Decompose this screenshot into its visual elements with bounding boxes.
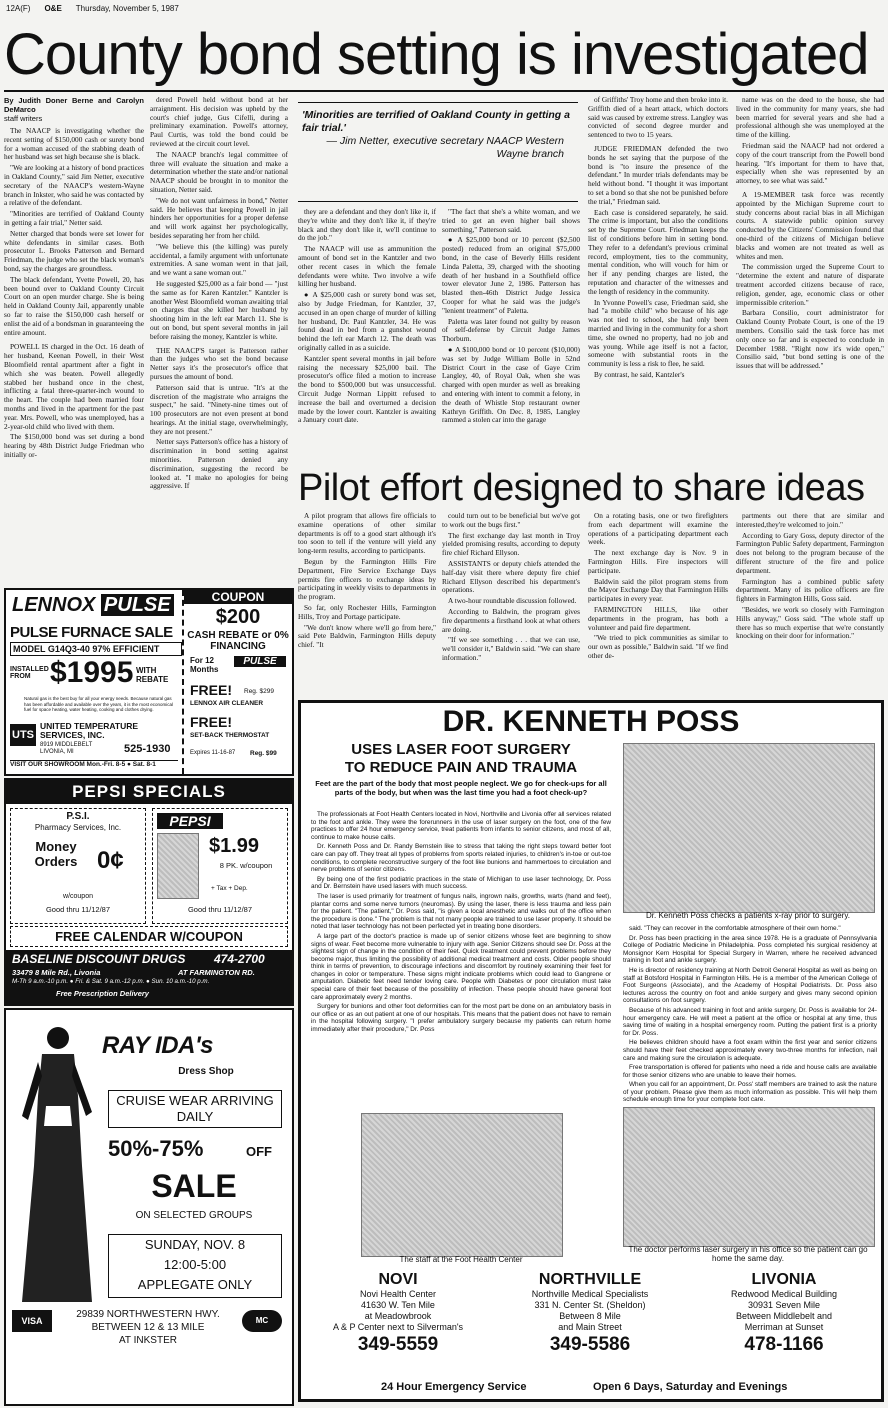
good-thru-2: Good thru 11/12/87 <box>187 905 253 914</box>
store-address: 33479 8 Mile Rd., Livonia <box>12 968 101 977</box>
paragraph: Friedman said the NAACP had not ordered a copy of the court transcript from the Powell bond hearing. "It's important for them to have that, especially when she was represented by an attorney, to see what was said." <box>736 140 884 186</box>
paragraph: THE NAACP'S target is Patterson rather than the judges who set the bond because Netter says it's the prosecutor's office that pursues the amount of bond. <box>150 345 288 381</box>
psi-sub: Pharmacy Services, Inc. <box>34 823 122 832</box>
model-label: MODEL G14Q3-40 97% EFFICIENT <box>10 642 182 656</box>
pepsi-pack: 8 PK. w/coupon <box>219 861 273 870</box>
furnace-price: $1995 <box>50 656 134 689</box>
fashion-illustration <box>12 1016 100 1306</box>
location-city: LIVONIA <box>751 1271 817 1288</box>
location-addr: 331 N. Center St. (Sheldon) <box>534 1300 646 1310</box>
discount: 50%-75% <box>108 1136 204 1161</box>
location-name: Redwood Medical Building <box>730 1289 838 1299</box>
paragraph: "If we see something . . . that we can use, we'll consider it," Baldwin said. "We can share information." <box>442 635 580 662</box>
poss-headline-3: TO REDUCE PAIN AND TRAUMA <box>344 759 578 776</box>
address-line: 29839 NORTHWESTERN HWY. <box>76 1309 220 1320</box>
pepsi-title: PEPSI SPECIALS <box>6 780 292 804</box>
pulse-logo-small: PULSE <box>234 656 286 667</box>
lennox-coupon <box>184 590 292 774</box>
free-delivery: Free Prescription Delivery <box>56 989 149 998</box>
pulse-logo: PULSE <box>101 594 174 616</box>
installed-label: INSTALLED FROM <box>10 666 49 680</box>
sale-text: SALE <box>151 1168 237 1204</box>
poss-intro: Feet are the part of the body that most people neglect. We go for check-ups for all parts of the body, but when was the last time you had a foot check-up? <box>315 779 607 797</box>
paragraph: The NAACP will use as ammunition the amount of bond set in the Kantzler and two other recent cases in which the female defendants were white. Two involve a wife killing her husband. <box>298 244 436 289</box>
pepsi-logo: PEPSI <box>157 813 223 829</box>
free-reg-2: Reg. $99 <box>250 750 277 757</box>
byline <box>4 96 144 123</box>
paragraph: By being one of the first podiatric practices in the state of Michigan to use laser technology, Dr. Poss and Dr. Bernstein have used lasers with much success. <box>311 875 611 891</box>
store-hours: M-Th 9 a.m.-10 p.m. ● Fri. & Sat. 9 a.m.-12 p.m. ● Sun. 10 a.m.-10 p.m. <box>12 978 210 985</box>
paragraph: Baldwin said the pilot program stems from the Mayor Exchange Day that Farmington Hills participates in every year. <box>588 576 728 604</box>
paragraph: Begun by the Farmington Hills Fire Department, Fire Service Exchange Days permits fire officers to exchange ideas by participating in weekly visits to departments in the program. <box>298 556 436 602</box>
psi-label: P.S.I. <box>66 811 90 822</box>
pull-quote-text: 'Minorities are terrified of Oakland County in getting a fair trial.' <box>302 109 570 134</box>
paragraph: partments out there that are similar and interested,they're welcomed to join." <box>736 512 884 529</box>
article-column-4 <box>442 208 580 464</box>
rebate-label: WITH REBATE <box>136 666 169 684</box>
paragraph: could turn out to be beneficial but we've got to work out the bugs first." <box>442 512 580 529</box>
location-addr: and Main Street <box>558 1322 622 1332</box>
byline-role: staff writers <box>4 114 43 123</box>
free-item-2: SET-BACK THERMOSTAT <box>190 732 270 739</box>
location-city: NORTHVILLE <box>538 1271 642 1288</box>
paragraph: "Besides, we work so closely with Farmington Hills anyway," Goss said. "The whole staff up there has so much expertise that we're constantly knocking on their door for information." <box>736 604 884 641</box>
paragraph: ● A $25,000 cash or surety bond was set, also by Judge Friedman, for Kantzler, 37, accused in an open charge of murder of killing her husband, Dr. Paul Kantzler, 34. He was found dead in bed from a gunshot wound behind the left ear March 12. The death was originally called in as a suicide. <box>298 290 436 352</box>
company-city: LIVONIA, MI <box>40 749 74 755</box>
discount-off: OFF <box>246 1144 272 1159</box>
folio <box>6 4 882 16</box>
photo-caption-1: Dr. Kenneth Poss checks a patients x-ray prior to surgery. <box>646 911 850 920</box>
free-calendar: FREE CALENDAR W/COUPON <box>10 926 288 947</box>
paragraph: ● A $25,000 bond or 10 percent ($2,500 posted) reduced from an original $75,000 bond, in the case of Beverly Hills resident Linda Paletta, 39, charged with the shooting death of her husband in a Southfield office tower elevator June 2, 1986. Patterson has blasted then-46th District Judge Jessica Cooper for what he said was the judge's "lenient treatment" of Paletta. <box>442 235 580 315</box>
surgery-photo <box>623 1107 875 1247</box>
paragraph: said. "They can recover in the comfortable atmosphere of their own home." <box>629 925 841 932</box>
location-name: Northville Medical Specialists <box>531 1289 649 1299</box>
selected-groups: ON SELECTED GROUPS <box>135 1210 253 1221</box>
paragraph: On a rotating basis, one or two firefighters from each department will examine the operations of a participating department each week. <box>588 512 728 547</box>
article-column-3 <box>298 208 436 464</box>
paragraph: Netter says Patterson's office has a history of discrimination in bond setting against minorities. Patterson denied any discrimination, suggesting the record be looked at. "I make no apologies for being aggressive. If <box>150 437 288 491</box>
open-days: Open 6 Days, Saturday and Evenings <box>593 1381 788 1393</box>
article-column-1 <box>4 96 144 586</box>
free-item-1: LENNOX AIR CLEANER <box>190 700 264 707</box>
location-novi <box>305 1271 491 1375</box>
location-phone: 349-5559 <box>357 1334 439 1355</box>
location-addr: Between Middlebelt and <box>735 1311 833 1321</box>
location-name: Novi Health Center <box>359 1289 437 1299</box>
pilot-column-1 <box>298 512 436 694</box>
store-info <box>6 950 292 1004</box>
paragraph: Barbara Consilio, court administrator for Oakland County Probate Court, is one of the 19 members. Consilio said the task force has met only once so far and is expected to conclude in December 1988. "Right now it's wide open," Consilio said, "but bond setting is one of the issues that will be addressed." <box>736 308 884 371</box>
paragraph: The commission urged the Supreme Court to "determine the extent and nature of disparate treatment accorded citizens because of race, religion, gender, age, economic class or other impermissible criterion." <box>736 262 884 307</box>
paragraph: JUDGE FRIEDMAN defended the two bonds he set saying that the purpose of the bond is "to insure the presence of the defendant." In murder trials defendants may be held without bond. "I thought it was important to set a bond so that she not be punished before the trial," Friedman said. <box>588 143 728 206</box>
paragraph: The professionals at Foot Health Centers located in Novi, Northville and Livonia offer all services related to the foot and ankle. They were the forerunners in the use of laser surgery on the foot, one of the few practices to offer 24 hour emergency service, treat patients from infants to senior citizens, and most of all, continue to make house calls. <box>311 811 611 841</box>
paragraph: Kantzler spent several months in jail before raising the necessary $25,000 bail. The prosecutor's office filed a motion to increase the bond to $500,000 but was unsuccessful. Circuit Judge Norman Lippitt refused to increase the bail and overturned a decision made by the lower court. Kantzler is awaiting a January court date. <box>298 353 436 425</box>
paragraph: Paletta was later found not guilty by reason of self-defense by Circuit Judge James Thorburn. <box>442 316 580 344</box>
uts-logo: UTS <box>10 724 36 746</box>
location-addr: 30931 Seven Mile <box>747 1300 821 1310</box>
paragraph: Because of his advanced training in foot and ankle surgery, Dr. Poss is available for 24-hour emergency care. He will meet a patient at the office or hospital at any time, thus saving time of waiting in a hospital emergency room. Putting the patient first is a priority for Dr. Poss. <box>623 1006 877 1037</box>
paragraph: "We are looking at a history of bond practices in Oakland County," said Jim Netter, executive secretary of the NAACP's western-Wayne branch in Inkster, who said he was contacted by a relative of the defendant. <box>4 163 144 208</box>
paragraph: dered Powell held without bond at her arraignment. His decision was upheld by the court's chief judge, Gus Cifelli, during a preliminary examination. Powell's attorney, Paul Curtis, was told the bond could be reviewed at the circuit court level. <box>150 96 288 148</box>
location-northville <box>495 1271 685 1375</box>
byline-authors: By Judith Doner Berne and Carolyn DeMarco <box>4 96 144 114</box>
lennox-logo <box>12 594 174 617</box>
location-phone: 349-5586 <box>549 1334 631 1355</box>
photo-caption-2: The staff at the Foot Health Center <box>399 1255 523 1264</box>
emergency-service: 24 Hour Emergency Service <box>381 1381 527 1393</box>
poss-name: DR. KENNETH POSS <box>442 705 740 738</box>
store-at: AT FARMINGTON RD. <box>178 968 255 977</box>
paragraph: In Yvonne Powell's case, Friedman said, she had "a mobile child" who because of his age was not tied to school, she had only been married and living in the community for a short time, she owned no property, had no job and was young. While age itself is not a factor, someone with substantial roots in the community is less a risk to flee, he said. <box>588 297 728 369</box>
w-coupon-1: w/coupon <box>63 893 93 900</box>
inkster-line: AT INKSTER <box>119 1335 177 1346</box>
paragraph: The laser is used primarily for treatment of fungus nails, ingrown nails, growths, warts (hand and feet), plantar corns and some nerve tumors (neuromas). By using the laser, there is less trauma and less pain for the patient. "The patient," Dr. Poss said, "is given a local anesthetic and walks out of the office when the procedure is done." The problem is that not many people are trained to use laser properly. It should be noted that laser technology has not been perfected yet in treating bone disorders. <box>311 892 611 931</box>
paragraph: A 19-MEMBER task force was recently appointed by the Michigan Supreme court to study concerns about racial bias in all Michigan courts. A statewide public opinion survey conducted by the Citizens' Commission found that one-third of the citizens of Michigan believe blacks and women are not treated as well as whites and men. <box>736 189 884 261</box>
paragraph: When you call for an appointment, Dr. Poss' staff members are trained to ask the nature of your problem. Please give them as much information as possible. This will help them schedule enough time for your complete foot care. <box>623 1081 877 1104</box>
paragraph: Netter charged that bonds were set lower for white defendants in similar cases. Both prosecutor L. Brooks Patterson and Bernard Friedman, the judge who set the black woman's bond, say the charges are groundless. <box>4 228 144 273</box>
page-number: 12A(F) <box>6 4 31 13</box>
coupon-label: COUPON <box>184 590 292 604</box>
paragraph: FARMINGTON HILLS, like other departments in the program, has both a volunteer and paid fire department. <box>588 604 728 632</box>
paragraph: According to Baldwin, the program gives fire departments a firsthand look at what others are doing. <box>442 606 580 634</box>
paragraph: By contrast, he said, Kantzler's <box>594 369 685 379</box>
sunday-time: 12:00-5:00 <box>163 1257 227 1272</box>
paragraph: The $150,000 bond was set during a bond hearing by 48th District Judge Friedman who initially or- <box>4 432 144 459</box>
location-phone: 478-1166 <box>744 1334 824 1355</box>
paragraph: According to Gary Goss, deputy director of the Farmington Public Safety department, Farmington does not belong to the program because of the different structure of the fire and police department. <box>736 530 884 575</box>
showroom-hours: VISIT OUR SHOWROOM Mon.-Fri. 8-5 ● Sat. 8-1 <box>10 760 178 768</box>
money-orders: Money Orders <box>34 839 78 869</box>
company-address: 8919 MIDDLEBELT <box>40 742 93 748</box>
paragraph: The first exchange day last month in Troy yielded promising results, according to deputy fire chief Richard Ellyson. <box>442 530 580 558</box>
location-livonia <box>689 1271 879 1375</box>
sunday-date: SUNDAY, NOV. 8 <box>144 1237 246 1252</box>
company-name: UNITED TEMPERATURE SERVICES, INC. <box>40 721 139 740</box>
pilot-headline: Pilot effort designed to share ideas <box>298 467 865 509</box>
paragraph: POWELL IS charged in the Oct. 16 death of her husband, Keenan Powell, in their West Bloomfield rental apartment after a fight in which she was beaten. Powell allegedly stabbed her husband once in the chest, inflicting a fatal three-quarter-inch wound to the heart. The couple had been married four months and lived in the apartment for the past year. Mrs. Powell, who was unemployed, has a 2-year-old child who lived with them. <box>4 342 144 431</box>
poss-headline-2: USES LASER FOOT SURGERY <box>351 741 571 758</box>
paragraph: "The fact that she's a white woman, and we tried to get an even higher bail shows something," Patterson said. <box>442 208 580 234</box>
poss-ad <box>298 700 884 1402</box>
paragraph: A large part of the doctor's practice is made up of senior citizens whose feet are beginning to show signs of wear. Feet become more vulnerable to injury with age. Senior Citizens should see Dr. Poss at the slightest sign of change in the condition of their feet. Quick treatment could prevent problems before they become major, thus limiting the possibility of additional medical treatment and costs. Older people should think in terms of prevention, to discourage infections and discomfort by routinely examining their feet for changes in color or temperature. These signs might indicate problems which could lead to Gangrene or amputation. Diabetic feet need tender loving care. People with Diabetes or poor circulation must take special care of their feet because of the possibility of infection. These people should have general foot care approximately every 2 months. <box>311 932 611 1001</box>
article-column-5 <box>588 96 728 464</box>
paragraph: Farmington has a combined public safety department. Many of its police officers are fire fighters in Farmington Hills, Goss said. <box>736 576 884 604</box>
paragraph: Each case is considered separately, he said. The crime is important, but also the conditions set by the Supreme Court. Friedman keeps the list of conditions before him in setting bond. They refer to a defendant's previous criminal record, employment, ties to the community, mental condition, who will vouch for him or her if any pending charges are listed, the reputation and character of the witnesses and the length of residency in the community. <box>588 207 728 296</box>
sunday-box <box>108 1234 282 1298</box>
issue-date: Thursday, November 5, 1987 <box>75 4 179 13</box>
photo-caption-3: The doctor performs laser surgery in his office so the patient can go home the same day. <box>628 1245 868 1263</box>
article-column-2 <box>150 96 288 586</box>
coupon-months: For 12 Months <box>190 656 219 674</box>
paragraph: ASSISTANTS or deputy chiefs attended the half-day visit there where deputy fire chief Richard Ellyson described his department's operations. <box>442 558 580 595</box>
location-addr: Merriman at Sunset <box>744 1322 824 1332</box>
lennox-main <box>6 590 184 774</box>
mastercard-logo: MC <box>242 1310 282 1332</box>
paragraph: A pilot program that allows fire officials to examine operations of other similar departments is off to a good start although it's too soon to tell if the venture will yield any long-term results, according to participants. <box>298 512 436 556</box>
free-reg-1: Reg. $299 <box>244 688 274 695</box>
staff-photo <box>361 1113 563 1257</box>
paragraph: Surgery for bunions and other foot deformities can for the most part be done on an ambulatory basis in our office or as an out patient at one of our hospitals. This means that the patient does not have to remain in the hospital following surgery. "I prefer ambulatory surgery because my patients can return home immediately after their procedure," Dr. Poss <box>311 1003 611 1034</box>
rayida-logo: RAY IDA's <box>102 1032 214 1059</box>
coupon-amount: $200 <box>215 606 261 628</box>
paragraph: Dr. Kenneth Poss and Dr. Randy Bernstein like to stress that taking the right steps toward better foot care can pay off. They treat all types of problems from sports related injuries, to children's in-toe or out-toe conditions, to complete reconstructive surgery of the foot like bunions and hammertoes to circulation and nerve problems of senior citizens. <box>311 843 611 874</box>
store-name: BASELINE DISCOUNT DRUGS <box>12 952 186 966</box>
paragraph: they are a defendant and they don't like it, if they're white and they don't like it, if they're black and they don't like it, we'll continue to do the job." <box>298 208 436 243</box>
paragraph: name was on the deed to the house, she had lived in the community for many years, she had been married for several years and she had a professional although she was unemployed at the time of the killing. <box>736 96 884 140</box>
pepsi-coupon <box>152 808 288 924</box>
paragraph: So far, only Rochester Hills, Farmington Hills, Troy and Portage participate. <box>298 602 436 621</box>
paper-name: O&E <box>44 4 62 13</box>
paragraph: He suggested $25,000 as a fair bond — "just the same as for Karen Kantzler." Kantzler is another West Bloomfield woman awaiting trial on charges that she killed her husband by shooting him in the left ear March 11. She is out on bond, but spent several months in jail before raising the money, Kantzler is white. <box>150 278 288 341</box>
pull-quote-attribution: — Jim Netter, executive secretary NAACP Western Wayne branch <box>326 135 564 160</box>
location-addr: Between 8 Mile <box>559 1311 621 1321</box>
rayida-ad <box>4 1008 294 1406</box>
paragraph: The NAACP is investigating whether the recent setting of $150,000 cash or surety bond for a woman accused of the stabbing death of her husband was set high because she is black. <box>4 126 144 162</box>
pepsi-price: $1.99 <box>209 835 260 857</box>
rayida-address <box>56 1308 240 1347</box>
good-thru-1: Good thru 11/12/87 <box>45 905 111 914</box>
fine-print: Natural gas is the best buy for all your energy needs. Because natural gas has been affordable and available over the years, it is the most economical fuel for space heating, water heating, cooking and clothes drying. <box>24 696 174 712</box>
paragraph: Patterson said that is untrue. "It's at the discretion of the magistrate who arraigns the suspect," he said. "Ninety-nine times out of 100 prosecutors are not even present at bond hearings. At the initial stage, overwhelmingly, they are not present." <box>150 382 288 436</box>
location-addr: at Meadowbrook <box>364 1311 432 1321</box>
pilot-column-3 <box>588 512 728 694</box>
location-addr: 41630 W. Ten Mile <box>361 1300 435 1310</box>
main-headline: County bond setting is investigated <box>4 22 869 87</box>
location-city: NOVI <box>378 1271 418 1288</box>
paragraph: "We tried to pick communities as similar to our own as possible," Baldwin said. "If we find other de- <box>588 633 728 660</box>
lennox-ad <box>4 588 294 776</box>
store-phone: 474-2700 <box>214 952 265 966</box>
sale-title: PULSE FURNACE SALE <box>10 624 173 641</box>
article-column-6 <box>736 96 884 464</box>
paragraph: ● A $100,000 bond or 10 percent ($10,000) was set by Judge William Bolle in 52nd District Court in the case of Gaye Crim Langley, 40, of Royal Oak, when she was charged with open murder as well as breaking and entering with intent to commit a felony, in the death of Whistle Stop restaurant owner Kathryn Griffith. On Dec. 8, 1985, Langley rammed a stolen car into the garage <box>442 344 580 425</box>
pepsi-tax: + Tax + Dep. <box>211 885 248 892</box>
paragraph: "We don't know where we'll go from here," said Pete Baldwin, Farmington Hills deputy chief. "It <box>298 622 436 650</box>
paragraph: The black defendant, Yvette Powell, 20, has been bound over to Oakland County Circuit Court on an open murder charge. She is being held in Oakland County Jail, apparently unable so far to raise the $150,000 cash herself or enlist the aid of a bondsman in guaranteeing the entire amount. <box>4 274 144 337</box>
paragraph: The next exchange day is Nov. 9 in Farmington Hills. Fire inspectors will participate. <box>588 548 728 575</box>
pilot-column-4 <box>736 512 884 694</box>
free-label-1: FREE! <box>190 682 232 698</box>
coupon-offer: CASH REBATE or 0% FINANCING <box>187 630 289 652</box>
paragraph: Free transportation is offered for patients who need a ride and house calls are available for those senior citizens who are unable to leave their homes. <box>623 1064 877 1079</box>
expires: Expires 11-16-87 <box>190 750 236 756</box>
pilot-column-2 <box>442 512 580 694</box>
paragraph: The NAACP branch's legal committee of three will evaluate the situation and make a determination whether the state and/or national NAACP should be brought in to monitor the situation, Netter said. <box>150 149 288 194</box>
paragraph: A two-hour roundtable discussion followed. <box>448 596 577 606</box>
location-addr: A & P Center next to Silverman's <box>332 1322 464 1332</box>
company-phone: 525-1930 <box>124 743 171 755</box>
lennox-brand: LENNOX <box>12 594 96 616</box>
paragraph: of Griffiths' Troy home and then broke into it. Griffith died of a heart attack, which doctors said was caused by extreme stress. Langley was convicted of second degree murder and sentenced to two to 15 years. <box>588 96 728 140</box>
dress-shop: Dress Shop <box>178 1066 234 1077</box>
paragraph: He is director of residency training at North Detroit General Hospital as well as being on staff at Botsford Hospital in Farmington Hills. He is a member of the American College of Foot Surgeons (Associate), and the Academy of Hospital Podiatrists. Dr. Poss also lectures across the country on foot and ankle surgery and gives many second opinion consultations on foot surgery. <box>623 966 877 1005</box>
between-line: BETWEEN 12 & 13 MILE <box>91 1322 205 1333</box>
xray-photo <box>623 743 875 913</box>
paragraph: "Minorities are terrified of Oakland County in getting a fair trial," Netter said. <box>4 209 144 227</box>
paragraph: "We believe this (the killing) was purely accidental, a family argument with unfortunate extremities. A sane woman went in that jail, and we want a sane woman out." <box>150 241 288 278</box>
money-order-coupon <box>10 808 146 924</box>
headline-rule <box>4 90 884 92</box>
cruise-wear: CRUISE WEAR ARRIVING DAILY <box>108 1090 282 1128</box>
visa-logo: VISA <box>12 1310 52 1332</box>
pepsi-ad <box>4 778 294 1006</box>
applegate: APPLEGATE ONLY <box>137 1277 253 1292</box>
pepsi-can-image <box>157 833 199 899</box>
paragraph: Dr. Poss has been practicing in the area since 1978. He is a graduate of Pennsylvania College of Podiatric Medicine in Philadelphia. Poss completed his surgical residency at Monsignor Kern Hospital for Special Surgery in Warren, where he received advanced training in foot and ankle surgery. <box>623 934 877 965</box>
money-order-price: 0¢ <box>97 847 124 874</box>
free-label-2: FREE! <box>190 714 232 730</box>
paragraph: "We do not want unfairness in bond," Netter said. He believes that keeping Powell in jail hinders her opportunities for a proper defense and will work against her psychologically, besides separating her from her child. <box>150 195 288 240</box>
pull-quote <box>298 102 578 202</box>
paragraph: He believes children should have a foot exam within the first year and senior citizens should have their feet checked approximately every two-three months for infection, nail care and making sure the circulation is adequate. <box>623 1039 877 1062</box>
